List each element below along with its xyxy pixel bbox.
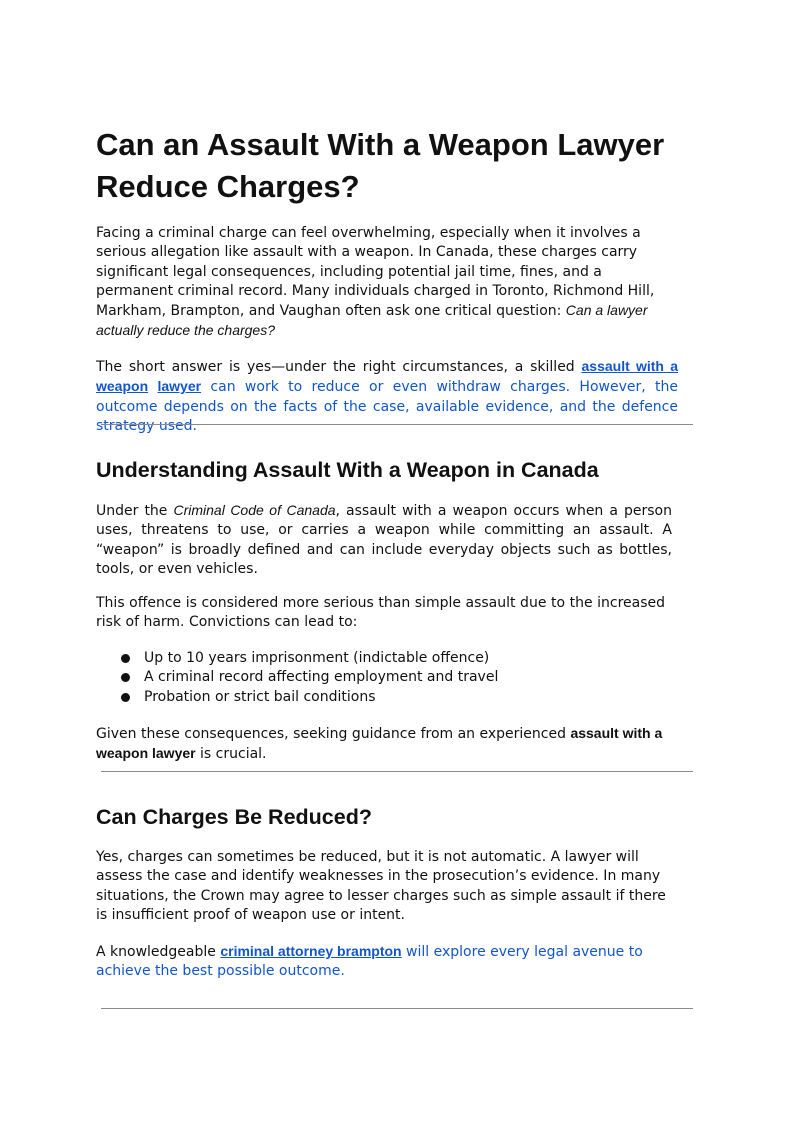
list-item-text: Probation or strict bail conditions	[144, 688, 376, 705]
section-divider	[101, 424, 693, 425]
list-item	[96, 649, 656, 668]
section-divider	[101, 1008, 693, 1009]
list-item	[96, 688, 656, 707]
attorney-before: A knowledgeable	[96, 944, 221, 960]
bullet-icon	[121, 693, 130, 702]
intro-paragraph	[96, 224, 672, 342]
definition-before: Under the	[96, 503, 174, 519]
criminal-code-title: Criminal Code of Canada	[173, 502, 336, 518]
list-item-text: Up to 10 years imprisonment (indictable offence)	[144, 650, 490, 666]
short-answer-before: The short answer is yes—under the right circumstances, a skilled	[96, 359, 582, 375]
consequences-before: Given these consequences, seeking guidance from an experienced	[96, 726, 571, 742]
intro-text: Facing a criminal charge can feel overwhelming, especially when it involves a serious allegation like assault with a weapon. In Canada, these charges carry significant legal consequences, including potential jail time, fines, and a permanent criminal record. Many individuals charged in Toronto, Richmond Hill, Markham, Brampton, and Vaughan often ask one critical question:	[96, 225, 655, 320]
attorney-paragraph	[96, 942, 681, 982]
page-title: Can an Assault With a Weapon Lawyer Reduce Charges?	[96, 127, 665, 204]
intro-question: Can a lawyer actually reduce the charges?	[96, 302, 648, 339]
attorney-after: will explore every legal avenue to achieve the best possible outcome.	[96, 944, 643, 980]
definition-paragraph	[96, 501, 672, 579]
reduction-paragraph: Yes, charges can sometimes be reduced, but it is not automatic. A lawyer will assess the case and identify weaknesses in the prosecution’s evidence. In many situations, the Crown may agree to lesser charges such as simple assault if there is insufficient proof of weapon use or intent.	[96, 849, 666, 923]
section-heading-reduced: Can Charges Be Reduced?	[96, 805, 372, 829]
assault-weapon-link[interactable]: assault with a weapon	[96, 358, 679, 395]
bullet-icon	[121, 673, 130, 682]
section-divider	[101, 771, 693, 772]
criminal-attorney-link[interactable]: criminal attorney brampton	[220, 943, 402, 959]
consequences-list	[96, 649, 656, 707]
section-heading-understanding: Understanding Assault With a Weapon in Canada	[96, 458, 599, 482]
consequences-paragraph	[96, 724, 691, 765]
short-answer-after: can work to reduce or even withdraw charges. However, the outcome depends on the facts of the case, available evidence, and the defence strategy used.	[96, 379, 679, 434]
seriousness-paragraph: This offence is considered more serious than simple assault due to the increased risk of harm. Convictions can lead to:	[96, 595, 665, 631]
consequences-after: is crucial.	[195, 746, 267, 763]
definition-after: , assault with a weapon occurs when a person uses, threatens to use, or carries a weapon while committing an assault. A “weapon” is broadly defined and can include everyday objects such as bottles, tools, or even vehicles.	[96, 503, 672, 577]
bullet-icon	[121, 654, 130, 663]
lawyer-link[interactable]: lawyer	[157, 378, 202, 395]
keyword-bold: assault with a weapon lawyer	[96, 725, 663, 762]
list-item	[96, 668, 656, 687]
list-item-text: A criminal record affecting employment and travel	[144, 669, 499, 686]
